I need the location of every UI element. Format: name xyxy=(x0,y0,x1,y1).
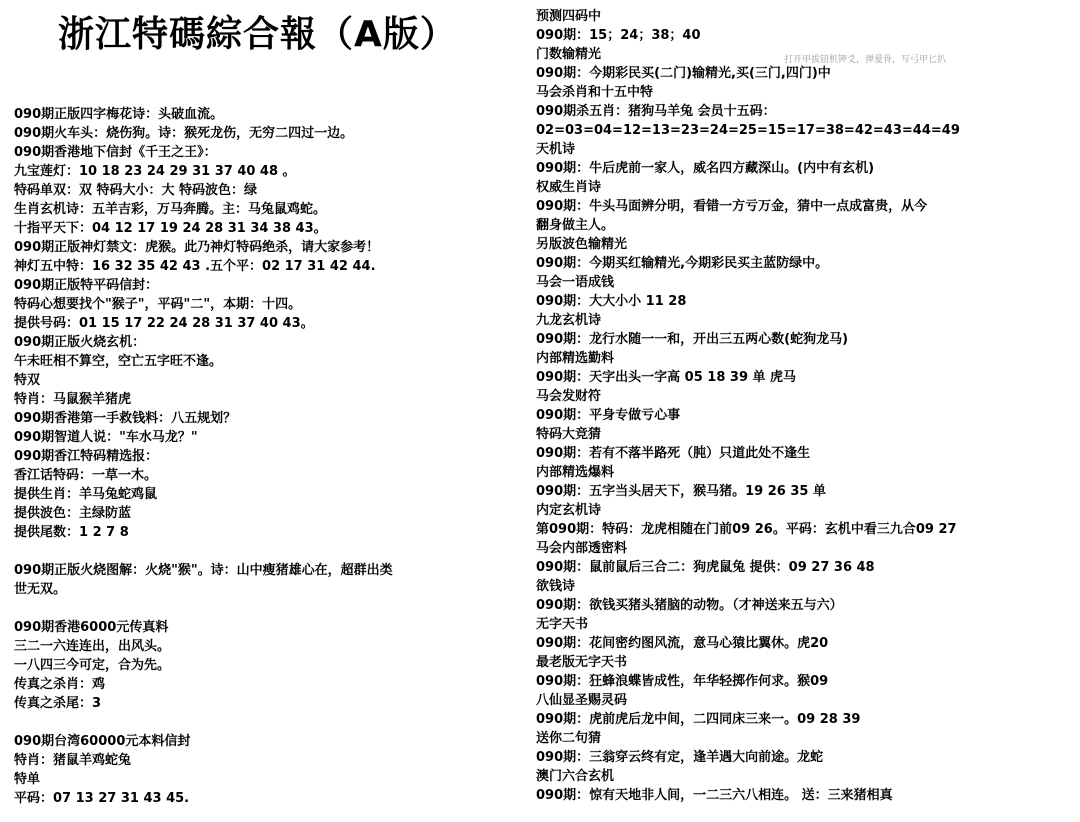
text-line: 八仙显圣赐灵码 xyxy=(536,693,628,708)
text-line: 090期正版特平码信封： xyxy=(14,278,159,293)
text-line: 翻身做主人。 xyxy=(536,218,615,233)
text-line: 另版波色输精光 xyxy=(536,237,628,252)
text-line: 提供波色：主绿防蓝 xyxy=(14,506,132,521)
text-line: 090期正版火烧图解：火烧"猴"。诗：山中瘦猪雄心在，超群出类 xyxy=(14,563,393,578)
text-line: 马会一语成钱 xyxy=(536,275,615,290)
spacer xyxy=(14,543,534,562)
text-line: 090期：若有不落半路死（肫）只道此处不逢生 xyxy=(536,446,811,461)
text-line: 090期正版火烧玄机： xyxy=(14,335,146,350)
text-line: 090期正版神灯禁文：虎猴。此乃神灯特码绝杀，请大家参考！ xyxy=(14,240,380,255)
text-line: 内定玄机诗 xyxy=(536,503,602,518)
left-column xyxy=(14,106,534,809)
text-line: 090期：牛头马面辨分明，看错一方亏万金，猜中一点成富贵，从今 xyxy=(536,199,928,214)
spacer xyxy=(14,600,534,619)
text-line: 090期火车头：烧伤狗。诗：猴死龙伤，无穷二四过一边。 xyxy=(14,126,354,141)
text-line: 090期：虎前虎后龙中间，二四同床三来一。09 28 39 xyxy=(536,712,861,727)
text-line: 送你二句猜 xyxy=(536,731,602,746)
text-line: 090期杀五肖：猪狗马羊兔 会员十五码： xyxy=(536,104,776,119)
text-line: 三二一六连连出，出风头。 xyxy=(14,639,171,654)
text-line: 090期：牛后虎前一家人，威名四方藏深山。(内中有玄机) xyxy=(536,161,875,176)
text-line: 特肖：猪鼠羊鸡蛇兔 xyxy=(14,753,132,768)
text-line: 特单 xyxy=(14,772,41,787)
faint-background-text: 打开甲拔钮机钾爻，弹爱骨，写弓甲匕扒 xyxy=(784,55,947,65)
spacer xyxy=(14,714,534,733)
text-line: 090期香江特码精选报： xyxy=(14,449,159,464)
text-line: 090期：欲钱买猪头猪脑的动物。（才神送来五与六） xyxy=(536,598,843,613)
text-line: 权威生肖诗 xyxy=(536,180,602,195)
text-line: 090期：五字当头居天下，猴马猪。19 26 35 单 xyxy=(536,484,826,499)
page-title: 浙江特碼綜合報（A版） xyxy=(58,14,457,55)
text-line: 090期台湾60000元本料信封 xyxy=(14,734,191,749)
text-line: 最老版无字天书 xyxy=(536,655,628,670)
text-line: 平码：07 13 27 31 43 45. xyxy=(14,791,190,806)
text-line: 090期正版四字梅花诗：头破血流。 xyxy=(14,107,224,122)
text-line: 特肖：马鼠猴羊猪虎 xyxy=(14,392,132,407)
text-line: 090期：大大小小 11 28 xyxy=(536,294,687,309)
text-line: 马会发财符 xyxy=(536,389,602,404)
text-line: 090期：龙行水随一一和，开出三五两心数(蛇狗龙马) xyxy=(536,332,849,347)
text-line: 提供生肖：羊马兔蛇鸡鼠 xyxy=(14,487,158,502)
text-line: 090期智道人说："车水马龙？" xyxy=(14,430,198,445)
text-line: 提供尾数：1 2 7 8 xyxy=(14,525,129,540)
text-line: 090期：三翁穿云终有定，逢羊遇大向前途。龙蛇 xyxy=(536,750,824,765)
text-line: 02=03=04=12=13=23=24=25=15=17=38=42=43=44=49 xyxy=(536,123,960,138)
text-line: 090期：天字出头一字高 05 18 39 单 虎马 xyxy=(536,370,797,385)
text-line: 090期：狂蜂浪蝶皆成性，年华轻掷作何求。猴09 xyxy=(536,674,829,689)
text-line: 世无双。 xyxy=(14,582,67,597)
text-line: 第090期：特码：龙虎相随在门前09 26。平码：玄机中看三九合09 27 xyxy=(536,522,957,537)
text-line: 门数输精光 xyxy=(536,47,602,62)
text-line: 090期香港第一手救钱料：八五规划？ xyxy=(14,411,237,426)
text-line: 090期：惊有天地非人间，一二三六八相连。 送：三来猪相真 xyxy=(536,788,893,803)
text-line: 澳门六合玄机 xyxy=(536,769,615,784)
text-line: 神灯五中特：16 32 35 42 43 .五个平：02 17 31 42 44. xyxy=(14,259,376,274)
text-line: 传真之杀尾：3 xyxy=(14,696,102,711)
text-line: 一八四三今可定，合为先。 xyxy=(14,658,171,673)
text-line: 欲钱诗 xyxy=(536,579,576,594)
text-line: 九龙玄机诗 xyxy=(536,313,602,328)
text-line: 090期：花间密约图风流，意马心猿比翼休。虎20 xyxy=(536,636,829,651)
text-line: 090期：今期彩民买(二门)输精光,买(三门,四门)中 xyxy=(536,66,831,81)
text-line: 内部精选爆料 xyxy=(536,465,615,480)
text-line: 090期：鼠前鼠后三合二：狗虎鼠兔 提供：09 27 36 48 xyxy=(536,560,875,575)
text-line: 马会杀肖和十五中特 xyxy=(536,85,654,100)
text-line: 十指平天下：04 12 17 19 24 28 31 34 38 43。 xyxy=(14,221,327,236)
text-line: 九宝莲灯：10 18 23 24 29 31 37 40 48 。 xyxy=(14,164,296,179)
text-line: 无字天书 xyxy=(536,617,589,632)
text-line: 090期香港地下信封《千王之王》： xyxy=(14,145,217,160)
text-line: 生肖玄机诗：五羊吉彩，万马奔腾。主：马兔鼠鸡蛇。 xyxy=(14,202,327,217)
text-line: 特码心想要找个"猴子"，平码"二"，本期：十四。 xyxy=(14,297,302,312)
text-line: 预测四码中 xyxy=(536,9,602,24)
text-line: 090期：平身专做亏心事 xyxy=(536,408,681,423)
text-line: 090期香港6000元传真料 xyxy=(14,620,169,635)
text-line: 特双 xyxy=(14,373,41,388)
right-column xyxy=(536,8,1072,806)
text-line: 特码大竞猜 xyxy=(536,427,602,442)
text-line: 马会内部透密料 xyxy=(536,541,628,556)
text-line: 090期：今期买红输精光,今期彩民买主蓝防绿中。 xyxy=(536,256,829,271)
text-line: 内部精选勤料 xyxy=(536,351,615,366)
text-line: 天机诗 xyxy=(536,142,576,157)
text-line: 午未旺相不算空，空亡五字旺不逢。 xyxy=(14,354,223,369)
text-line: 提供号码：01 15 17 22 24 28 31 37 40 43。 xyxy=(14,316,314,331)
text-line: 090期：15；24；38；40 xyxy=(536,28,701,43)
text-line: 传真之杀肖：鸡 xyxy=(14,677,106,692)
text-line: 香江话特码：一草一木。 xyxy=(14,468,158,483)
text-line: 特码单双：双 特码大小：大 特码波色：绿 xyxy=(14,183,258,198)
